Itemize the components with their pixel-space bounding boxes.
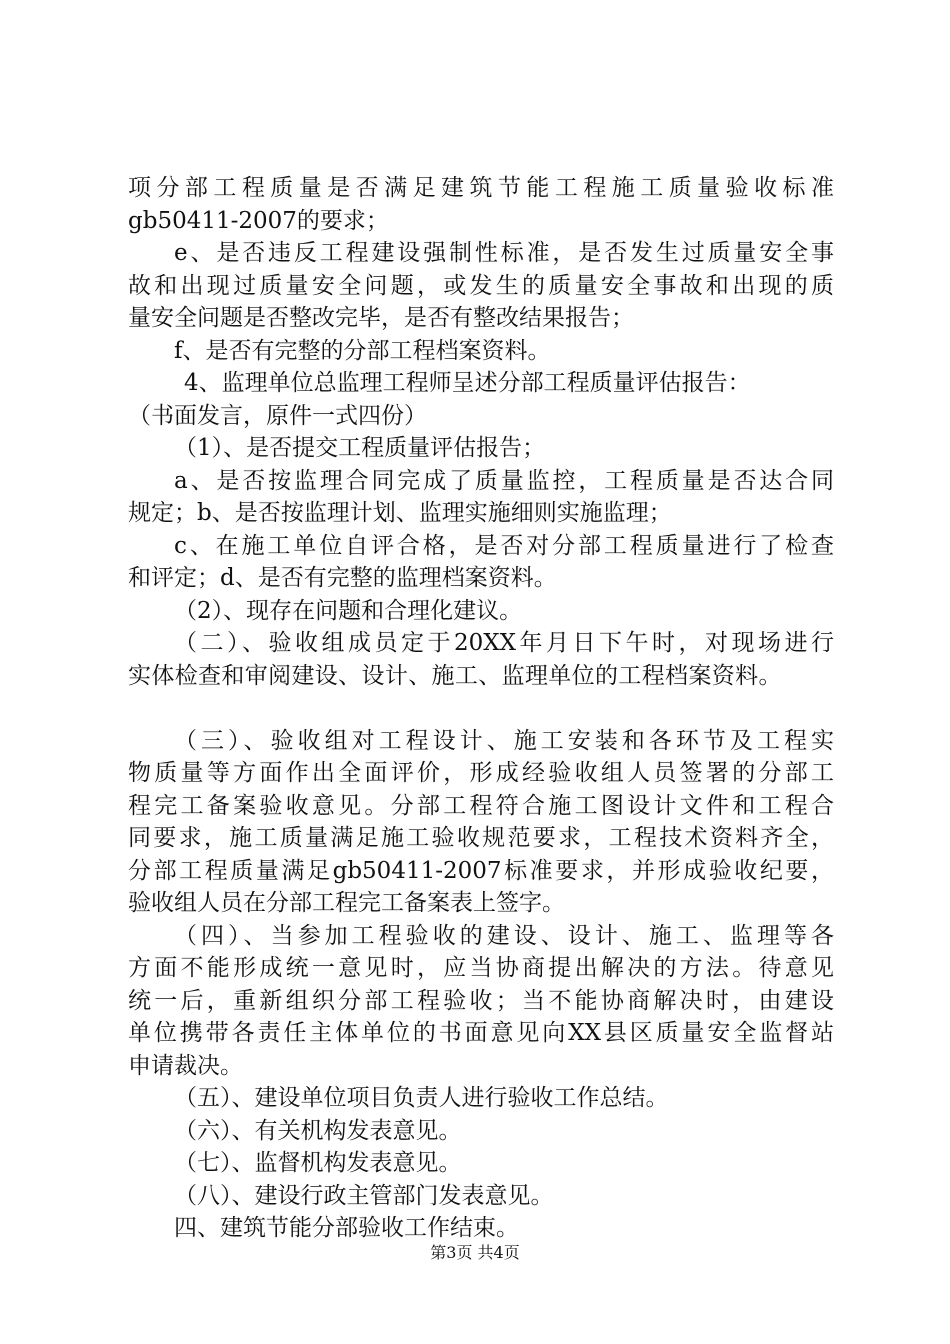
text-line: 故和出现过质量安全问题，或发生的质量安全事故和出现的质	[128, 272, 834, 299]
text-line: 方面不能形成统一意见时，应当协商提出解决的方法。待意见	[128, 955, 834, 981]
text-line: 验收组人员在分部工程完工备案表上签字。	[128, 890, 565, 916]
text-line: 四、建筑节能分部验收工作结束。	[174, 1215, 519, 1241]
text-line: （三）、验收组对工程设计、施工安装和各环节及工程实	[174, 727, 834, 754]
text-line: 项分部工程质量是否满足建筑节能工程施工质量验收标准	[128, 175, 834, 201]
text-line: 同要求，施工质量满足施工验收规范要求，工程技术资料齐全，	[128, 825, 834, 851]
text-line: 程完工备案验收意见。分部工程符合施工图设计文件和工程合	[128, 792, 834, 819]
text-line: 单位携带各责任主体单位的书面意见向XX县区质量安全监督站	[128, 1020, 834, 1046]
text-line: （二）、验收组成员定于20XX年月日下午时，对现场进行	[174, 630, 834, 656]
text-line: 规定；b、是否按监理计划、监理实施细则实施监理；	[128, 500, 672, 526]
text-line: 和评定；d、是否有完整的监理档案资料。	[128, 565, 557, 591]
text-line: c、在施工单位自评合格，是否对分部工程质量进行了检查	[174, 532, 834, 559]
text-line: （书面发言，原件一式四份）	[128, 402, 427, 429]
text-line: （2）、现存在问题和合理化建议。	[174, 597, 523, 624]
text-line: 物质量等方面作出全面评价，形成经验收组人员签署的分部工	[128, 760, 834, 786]
text-line: 统一后，重新组织分部工程验收；当不能协商解决时，由建设	[128, 987, 834, 1014]
text-line: gb50411-2007的要求；	[128, 207, 389, 234]
text-line: （四）、当参加工程验收的建设、设计、施工、监理等各	[174, 922, 834, 949]
blank-line	[128, 692, 834, 725]
text-line: 实体检查和审阅建设、设计、施工、监理单位的工程档案资料。	[128, 662, 782, 689]
page-number-footer: 第3页 共4页	[430, 1243, 520, 1262]
text-line: （八）、建设行政主管部门发表意见。	[174, 1182, 554, 1209]
text-line: e、是否违反工程建设强制性标准，是否发生过质量安全事	[174, 240, 834, 266]
document-body	[128, 172, 834, 1245]
text-line: （六）、有关机构发表意见。	[174, 1117, 462, 1144]
text-line: 分部工程质量满足gb50411-2007标准要求，并形成验收纪要，	[128, 857, 834, 884]
text-line: （七）、监督机构发表意见。	[174, 1150, 462, 1176]
text-line: a、是否按监理合同完成了质量监控，工程质量是否达合同	[174, 467, 834, 494]
text-line: （1）、是否提交工程质量评估报告；	[174, 435, 546, 461]
text-line: 量安全问题是否整改完毕，是否有整改结果报告；	[128, 305, 634, 331]
text-line: 4、监理单位总监理工程师呈述分部工程质量评估报告：	[184, 370, 751, 396]
text-line: 申请裁决。	[128, 1052, 243, 1079]
text-line: f、是否有完整的分部工程档案资料。	[174, 337, 551, 364]
text-line: （五）、建设单位项目负责人进行验收工作总结。	[174, 1085, 669, 1111]
